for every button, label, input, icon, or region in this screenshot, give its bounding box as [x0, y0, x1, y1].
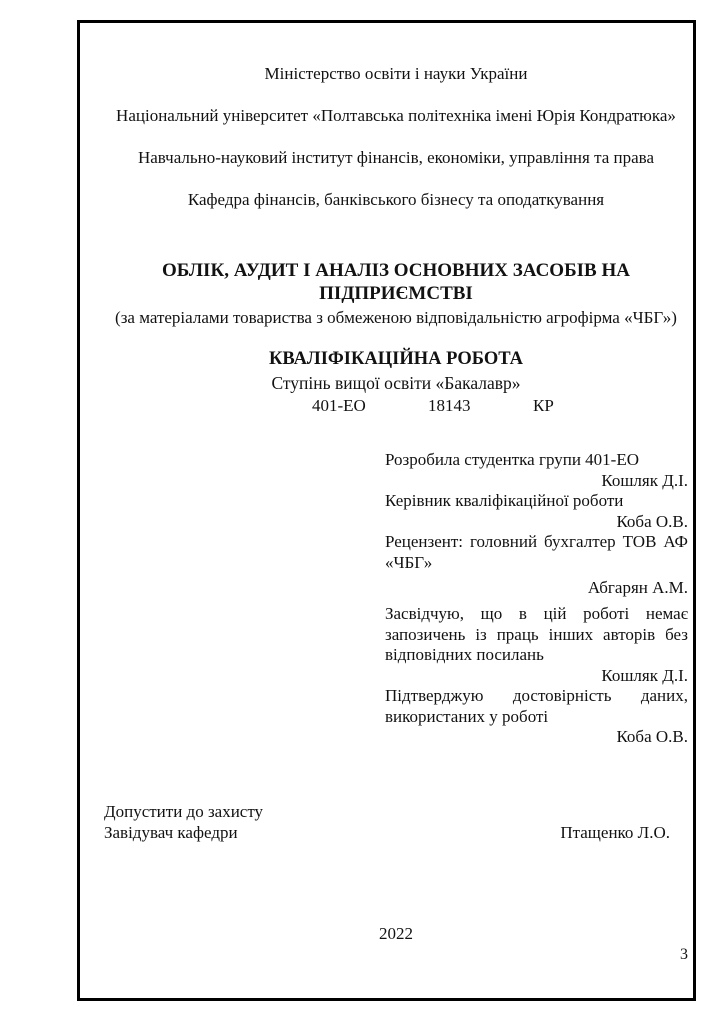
department-line: Кафедра фінансів, банківського бізнесу та оподаткування — [187, 190, 605, 209]
work-title: ОБЛІК, АУДИТ І АНАЛІЗ ОСНОВНИХ ЗАСОБІВ НА ПІДПРИЄМСТВІ — [162, 260, 630, 304]
data-validity-statement: Підтверджую достовірність даних, використаних у роботі — [385, 686, 688, 726]
supervisor-label: Керівник кваліфікаційної роботи — [385, 491, 624, 510]
materials-note: (за матеріалами товариства з обмеженою відповідальністю агрофірма «ЧБГ») — [115, 308, 677, 327]
admission-block — [104, 801, 688, 843]
page-number: 3 — [680, 946, 688, 963]
supervisor-name: Коба О.В. — [616, 511, 688, 531]
data-validity-name: Коба О.В. — [616, 727, 688, 746]
record-number: 18143 — [428, 396, 471, 415]
developer-label: Розробила студентка групи 401-ЕО — [385, 450, 639, 469]
institution-header — [104, 63, 688, 231]
group-code: 401-ЕО — [312, 396, 366, 415]
year-line: 2022 — [379, 924, 413, 943]
work-type-heading: КВАЛІФІКАЦІЙНА РОБОТА — [268, 349, 523, 369]
no-plagiarism-name: Кошляк Д.І. — [601, 665, 688, 685]
department-head-row — [104, 822, 688, 843]
reviewer-label: Рецензент: головний бухгалтер ТОВ АФ «ЧБГ» — [385, 532, 688, 572]
department-head-label: Завідувач кафедри — [104, 823, 238, 842]
codes-row — [104, 395, 688, 416]
no-plagiarism-statement: Засвідчую, що в цій роботі немає запозичень із праць інших авторів без відповідних посилань — [385, 604, 688, 664]
department-head-name: Птащенко Л.О. — [560, 823, 670, 842]
developer-name: Кошляк Д.І. — [601, 470, 688, 490]
university-line: Національний університет «Полтавська політехніка імені Юрія Кондратюка» — [116, 106, 676, 125]
ministry-line: Міністерство освіти і науки України — [264, 64, 528, 83]
degree-line: Ступінь вищої освіти «Бакалавр» — [271, 373, 521, 393]
allow-defense-line: Допустити до захисту — [104, 802, 264, 821]
work-code: КР — [533, 396, 554, 415]
reviewer-name: Абгарян А.М. — [587, 578, 688, 597]
declarations-block — [385, 604, 688, 748]
institute-line: Навчально-науковий інститут фінансів, економіки, управління та права — [137, 148, 655, 167]
signature-block — [385, 450, 688, 599]
title-block — [104, 259, 688, 416]
document-page — [77, 20, 696, 1001]
